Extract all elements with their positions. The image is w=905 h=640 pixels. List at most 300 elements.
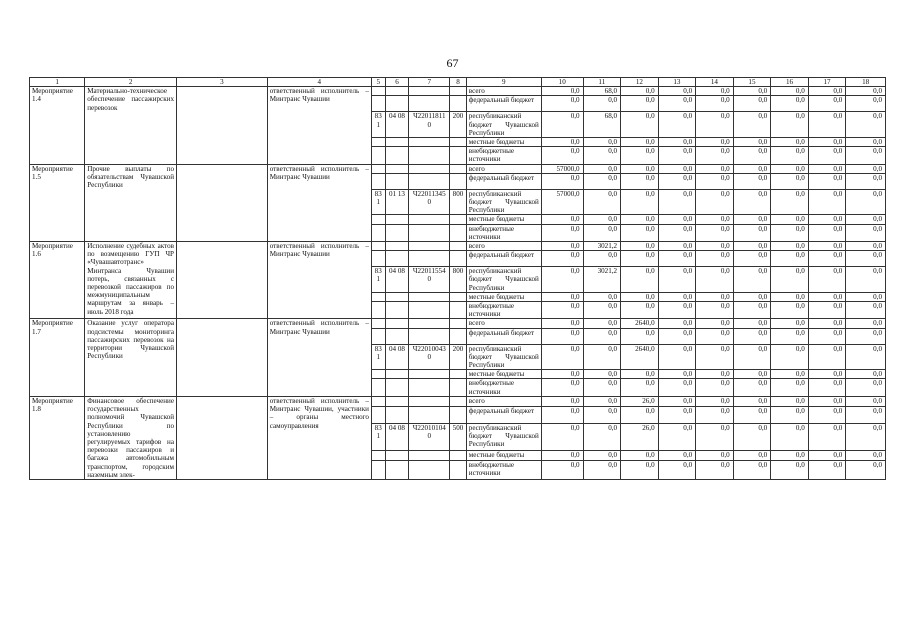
section-code: 04 08 (385, 112, 409, 138)
column-number: 6 (385, 78, 409, 87)
amount-cell: 0,0 (541, 224, 583, 241)
empty-cell (385, 87, 409, 96)
expense-type-code: 200 (450, 344, 467, 370)
amount-cell: 26,0 (621, 423, 659, 450)
amount-cell: 0,0 (583, 461, 621, 480)
funding-source: республиканский бюджет Чувашской Республики (466, 267, 541, 293)
amount-cell: 0,0 (583, 147, 621, 164)
amount-cell: 0,0 (771, 242, 809, 251)
amount-cell: 0,0 (621, 96, 659, 112)
amount-cell: 0,0 (696, 423, 734, 450)
amount-cell: 0,0 (733, 370, 771, 379)
amount-cell: 0,0 (771, 267, 809, 293)
measure-name: Прочие выплаты по обязательствам Чувашской Республики (85, 164, 177, 241)
empty-cell (409, 370, 450, 379)
column-number: 7 (409, 78, 450, 87)
amount-cell: 0,0 (771, 215, 809, 224)
amount-cell: 0,0 (808, 251, 846, 267)
funding-source: всего (466, 164, 541, 173)
amount-cell: 0,0 (658, 267, 696, 293)
amount-cell: 0,0 (733, 396, 771, 406)
amount-cell: 0,0 (541, 451, 583, 461)
empty-cell (371, 370, 385, 379)
amount-cell: 0,0 (621, 242, 659, 251)
amount-cell: 0,0 (658, 396, 696, 406)
measure-id: Мероприятие 1.4 (30, 87, 85, 164)
empty-cell (450, 87, 467, 96)
grbs-code: 831 (371, 344, 385, 370)
funding-source: республиканский бюджет Чувашской Республики (466, 344, 541, 370)
amount-cell: 0,0 (733, 406, 771, 423)
amount-cell: 0,0 (696, 189, 734, 215)
amount-cell: 0,0 (733, 112, 771, 138)
empty-cell (371, 224, 385, 241)
expense-type-code: 800 (450, 189, 467, 215)
target-article-code: Ч220115540 (409, 267, 450, 293)
empty-cell (409, 164, 450, 173)
column-number: 3 (177, 78, 268, 87)
amount-cell: 0,0 (808, 164, 846, 173)
empty-cell (371, 173, 385, 189)
executor: ответственный исполнитель – Минтранс Чувашии (267, 164, 371, 241)
amount-cell: 0,0 (696, 112, 734, 138)
table-row (30, 396, 886, 406)
amount-cell: 0,0 (658, 319, 696, 328)
column-number: 1 (30, 78, 85, 87)
column-number: 15 (733, 78, 771, 87)
target-article-code: Ч220118110 (409, 112, 450, 138)
amount-cell: 0,0 (771, 406, 809, 423)
amount-cell: 0,0 (658, 173, 696, 189)
amount-cell: 0,0 (846, 242, 886, 251)
amount-cell: 0,0 (621, 173, 659, 189)
amount-cell: 0,0 (846, 87, 886, 96)
amount-cell: 0,0 (541, 396, 583, 406)
empty-cell (409, 173, 450, 189)
amount-cell: 0,0 (541, 215, 583, 224)
amount-cell: 57000,0 (541, 164, 583, 173)
empty-cell (371, 96, 385, 112)
amount-cell: 0,0 (621, 251, 659, 267)
empty-cell (385, 319, 409, 328)
amount-cell: 0,0 (771, 224, 809, 241)
target-article-code: Ч220100430 (409, 344, 450, 370)
amount-cell: 0,0 (541, 344, 583, 370)
amount-cell: 0,0 (846, 451, 886, 461)
empty-cell (371, 138, 385, 147)
amount-cell: 0,0 (658, 242, 696, 251)
empty-cell (450, 319, 467, 328)
amount-cell: 0,0 (733, 423, 771, 450)
amount-cell: 0,0 (621, 451, 659, 461)
amount-cell: 0,0 (658, 138, 696, 147)
amount-cell: 0,0 (541, 328, 583, 344)
amount-cell: 0,0 (846, 292, 886, 301)
amount-cell: 0,0 (658, 370, 696, 379)
amount-cell: 0,0 (541, 267, 583, 293)
amount-cell: 0,0 (696, 406, 734, 423)
amount-cell: 0,0 (583, 396, 621, 406)
empty-cell (177, 164, 268, 241)
amount-cell: 0,0 (583, 173, 621, 189)
table-row (30, 319, 886, 328)
target-article-code: Ч220113450 (409, 189, 450, 215)
amount-cell: 0,0 (583, 138, 621, 147)
funding-source: внебюджетные источники (466, 302, 541, 319)
amount-cell: 0,0 (846, 406, 886, 423)
amount-cell: 0,0 (621, 328, 659, 344)
amount-cell: 0,0 (583, 96, 621, 112)
amount-cell: 0,0 (696, 215, 734, 224)
amount-cell: 0,0 (733, 138, 771, 147)
amount-cell: 0,0 (583, 189, 621, 215)
amount-cell: 0,0 (541, 138, 583, 147)
funding-source: федеральный бюджет (466, 173, 541, 189)
empty-cell (371, 242, 385, 251)
empty-cell (409, 292, 450, 301)
grbs-code: 831 (371, 189, 385, 215)
amount-cell: 0,0 (658, 379, 696, 396)
funding-source: местные бюджеты (466, 215, 541, 224)
grbs-code: 831 (371, 112, 385, 138)
amount-cell: 0,0 (696, 96, 734, 112)
amount-cell: 0,0 (696, 164, 734, 173)
amount-cell: 0,0 (733, 164, 771, 173)
empty-cell (450, 292, 467, 301)
executor: ответственный исполнитель – Минтранс Чувашии (267, 319, 371, 396)
section-code: 04 08 (385, 267, 409, 293)
amount-cell: 0,0 (771, 423, 809, 450)
amount-cell: 0,0 (733, 328, 771, 344)
amount-cell: 0,0 (583, 215, 621, 224)
amount-cell: 0,0 (808, 215, 846, 224)
section-code: 01 13 (385, 189, 409, 215)
amount-cell: 0,0 (696, 292, 734, 301)
amount-cell: 0,0 (658, 292, 696, 301)
funding-source: внебюджетные источники (466, 379, 541, 396)
measure-name: Материально-техническое обеспечение пассажирских перевозок (85, 87, 177, 164)
empty-cell (385, 406, 409, 423)
amount-cell: 0,0 (541, 96, 583, 112)
column-number: 10 (541, 78, 583, 87)
amount-cell: 0,0 (771, 370, 809, 379)
amount-cell: 0,0 (733, 267, 771, 293)
amount-cell: 0,0 (771, 138, 809, 147)
column-number: 4 (267, 78, 371, 87)
amount-cell: 0,0 (541, 147, 583, 164)
empty-cell (371, 215, 385, 224)
amount-cell: 0,0 (696, 267, 734, 293)
amount-cell: 0,0 (733, 215, 771, 224)
empty-cell (371, 251, 385, 267)
empty-cell (450, 328, 467, 344)
amount-cell: 0,0 (733, 344, 771, 370)
amount-cell: 68,0 (583, 87, 621, 96)
amount-cell: 0,0 (621, 112, 659, 138)
funding-source: местные бюджеты (466, 292, 541, 301)
amount-cell: 0,0 (583, 379, 621, 396)
amount-cell: 0,0 (696, 302, 734, 319)
amount-cell: 3021,2 (583, 242, 621, 251)
funding-source: федеральный бюджет (466, 96, 541, 112)
empty-cell (371, 328, 385, 344)
amount-cell: 0,0 (696, 451, 734, 461)
empty-cell (409, 319, 450, 328)
empty-cell (371, 164, 385, 173)
empty-cell (385, 292, 409, 301)
funding-source: внебюджетные источники (466, 224, 541, 241)
amount-cell: 0,0 (658, 147, 696, 164)
amount-cell: 0,0 (621, 292, 659, 301)
amount-cell: 0,0 (621, 379, 659, 396)
amount-cell: 68,0 (583, 112, 621, 138)
amount-cell: 0,0 (771, 302, 809, 319)
amount-cell: 0,0 (583, 451, 621, 461)
amount-cell: 0,0 (846, 173, 886, 189)
column-number: 9 (466, 78, 541, 87)
empty-cell (385, 370, 409, 379)
amount-cell: 0,0 (808, 267, 846, 293)
amount-cell: 0,0 (696, 379, 734, 396)
amount-cell: 3021,2 (583, 267, 621, 293)
amount-cell: 0,0 (621, 138, 659, 147)
measure-name: Исполнение судебных актов по возмещению ГУП ЧР «Чувашавтотранс» Минтранса Чувашии потерь, связанных с перевозкой пассажиров по межмуниципальным маршрутам за январь – июль 2018 года (85, 242, 177, 319)
amount-cell: 2640,0 (621, 319, 659, 328)
funding-source: республиканский бюджет Чувашской Республики (466, 112, 541, 138)
amount-cell: 0,0 (771, 319, 809, 328)
empty-cell (409, 396, 450, 406)
column-number: 11 (583, 78, 621, 87)
empty-cell (371, 87, 385, 96)
amount-cell: 0,0 (541, 251, 583, 267)
empty-cell (385, 215, 409, 224)
empty-cell (385, 461, 409, 480)
empty-cell (385, 242, 409, 251)
amount-cell: 0,0 (808, 87, 846, 96)
amount-cell: 0,0 (658, 96, 696, 112)
empty-cell (409, 251, 450, 267)
funding-source: всего (466, 396, 541, 406)
amount-cell: 0,0 (621, 215, 659, 224)
amount-cell: 0,0 (808, 319, 846, 328)
empty-cell (450, 224, 467, 241)
amount-cell: 0,0 (658, 302, 696, 319)
amount-cell: 0,0 (733, 379, 771, 396)
amount-cell: 2640,0 (621, 344, 659, 370)
amount-cell: 0,0 (808, 370, 846, 379)
amount-cell: 0,0 (846, 396, 886, 406)
executor: ответственный исполнитель – Минтранс Чувашии (267, 87, 371, 164)
amount-cell: 0,0 (696, 396, 734, 406)
amount-cell: 0,0 (621, 224, 659, 241)
empty-cell (371, 147, 385, 164)
amount-cell: 0,0 (658, 406, 696, 423)
amount-cell: 0,0 (621, 302, 659, 319)
empty-cell (450, 147, 467, 164)
empty-cell (385, 396, 409, 406)
column-number: 5 (371, 78, 385, 87)
amount-cell: 0,0 (808, 138, 846, 147)
amount-cell: 0,0 (733, 87, 771, 96)
amount-cell: 0,0 (541, 461, 583, 480)
column-number: 13 (658, 78, 696, 87)
empty-cell (385, 328, 409, 344)
amount-cell: 0,0 (583, 370, 621, 379)
amount-cell: 0,0 (658, 461, 696, 480)
empty-cell (450, 406, 467, 423)
target-article-code: Ч220101040 (409, 423, 450, 450)
amount-cell: 0,0 (808, 344, 846, 370)
amount-cell: 0,0 (696, 344, 734, 370)
amount-cell: 0,0 (846, 189, 886, 215)
amount-cell: 0,0 (696, 251, 734, 267)
measure-id: Мероприятие 1.6 (30, 242, 85, 319)
amount-cell: 0,0 (541, 379, 583, 396)
funding-source: местные бюджеты (466, 370, 541, 379)
amount-cell: 0,0 (658, 451, 696, 461)
amount-cell: 0,0 (696, 224, 734, 241)
amount-cell: 0,0 (846, 215, 886, 224)
grbs-code: 831 (371, 423, 385, 450)
empty-cell (177, 87, 268, 164)
amount-cell: 0,0 (846, 302, 886, 319)
empty-cell (371, 396, 385, 406)
empty-cell (450, 302, 467, 319)
amount-cell: 0,0 (846, 370, 886, 379)
empty-cell (409, 215, 450, 224)
amount-cell: 0,0 (846, 112, 886, 138)
amount-cell: 0,0 (771, 344, 809, 370)
section-code: 04 08 (385, 344, 409, 370)
amount-cell: 0,0 (846, 267, 886, 293)
amount-cell: 0,0 (808, 242, 846, 251)
amount-cell: 0,0 (808, 328, 846, 344)
empty-cell (450, 164, 467, 173)
empty-cell (450, 242, 467, 251)
amount-cell: 0,0 (733, 302, 771, 319)
expense-type-code: 500 (450, 423, 467, 450)
amount-cell: 0,0 (583, 302, 621, 319)
section-code: 04 08 (385, 423, 409, 450)
empty-cell (177, 242, 268, 319)
amount-cell: 0,0 (583, 406, 621, 423)
empty-cell (450, 461, 467, 480)
empty-cell (409, 87, 450, 96)
amount-cell: 0,0 (771, 189, 809, 215)
empty-cell (409, 379, 450, 396)
amount-cell: 0,0 (808, 302, 846, 319)
empty-cell (371, 461, 385, 480)
empty-cell (450, 379, 467, 396)
amount-cell: 0,0 (771, 461, 809, 480)
amount-cell: 0,0 (621, 461, 659, 480)
amount-cell: 0,0 (621, 370, 659, 379)
amount-cell: 0,0 (733, 96, 771, 112)
column-number: 16 (771, 78, 809, 87)
amount-cell: 0,0 (733, 451, 771, 461)
amount-cell: 0,0 (541, 423, 583, 450)
amount-cell: 0,0 (621, 164, 659, 173)
amount-cell: 0,0 (808, 423, 846, 450)
empty-cell (371, 292, 385, 301)
amount-cell: 0,0 (621, 189, 659, 215)
executor: ответственный исполнитель – Минтранс Чувашии (267, 242, 371, 319)
amount-cell: 0,0 (658, 164, 696, 173)
empty-cell (385, 173, 409, 189)
amount-cell: 0,0 (846, 96, 886, 112)
amount-cell: 0,0 (583, 319, 621, 328)
empty-cell (409, 224, 450, 241)
column-number: 8 (450, 78, 467, 87)
amount-cell: 0,0 (658, 112, 696, 138)
empty-cell (409, 406, 450, 423)
amount-cell: 0,0 (846, 224, 886, 241)
empty-cell (450, 173, 467, 189)
amount-cell: 0,0 (846, 319, 886, 328)
amount-cell: 26,0 (621, 396, 659, 406)
amount-cell: 0,0 (771, 451, 809, 461)
amount-cell: 0,0 (733, 242, 771, 251)
amount-cell: 0,0 (696, 147, 734, 164)
amount-cell: 0,0 (846, 147, 886, 164)
funding-source: республиканский бюджет Чувашской Республики (466, 423, 541, 450)
amount-cell: 0,0 (771, 87, 809, 96)
amount-cell: 0,0 (541, 370, 583, 379)
amount-cell: 0,0 (658, 224, 696, 241)
amount-cell: 0,0 (808, 396, 846, 406)
empty-cell (409, 328, 450, 344)
amount-cell: 0,0 (771, 147, 809, 164)
empty-cell (450, 370, 467, 379)
amount-cell: 0,0 (846, 138, 886, 147)
amount-cell: 0,0 (541, 112, 583, 138)
expense-type-code: 200 (450, 112, 467, 138)
amount-cell: 0,0 (771, 173, 809, 189)
amount-cell: 0,0 (771, 379, 809, 396)
empty-cell (385, 451, 409, 461)
amount-cell: 0,0 (658, 87, 696, 96)
empty-cell (409, 451, 450, 461)
expense-type-code: 800 (450, 267, 467, 293)
amount-cell: 0,0 (733, 147, 771, 164)
amount-cell: 0,0 (621, 267, 659, 293)
amount-cell: 0,0 (621, 87, 659, 96)
header-row (30, 78, 886, 87)
empty-cell (385, 379, 409, 396)
empty-cell (385, 147, 409, 164)
amount-cell: 0,0 (846, 461, 886, 480)
amount-cell: 0,0 (846, 251, 886, 267)
empty-cell (409, 242, 450, 251)
empty-cell (385, 302, 409, 319)
funding-source: всего (466, 242, 541, 251)
amount-cell: 0,0 (696, 328, 734, 344)
amount-cell: 0,0 (541, 242, 583, 251)
amount-cell: 0,0 (808, 112, 846, 138)
amount-cell: 0,0 (658, 251, 696, 267)
empty-cell (409, 302, 450, 319)
amount-cell: 0,0 (808, 147, 846, 164)
amount-cell: 0,0 (621, 147, 659, 164)
amount-cell: 0,0 (621, 406, 659, 423)
grbs-code: 831 (371, 267, 385, 293)
amount-cell: 0,0 (771, 96, 809, 112)
amount-cell: 0,0 (583, 328, 621, 344)
amount-cell: 0,0 (696, 370, 734, 379)
empty-cell (371, 406, 385, 423)
table-row (30, 164, 886, 173)
amount-cell: 0,0 (583, 164, 621, 173)
